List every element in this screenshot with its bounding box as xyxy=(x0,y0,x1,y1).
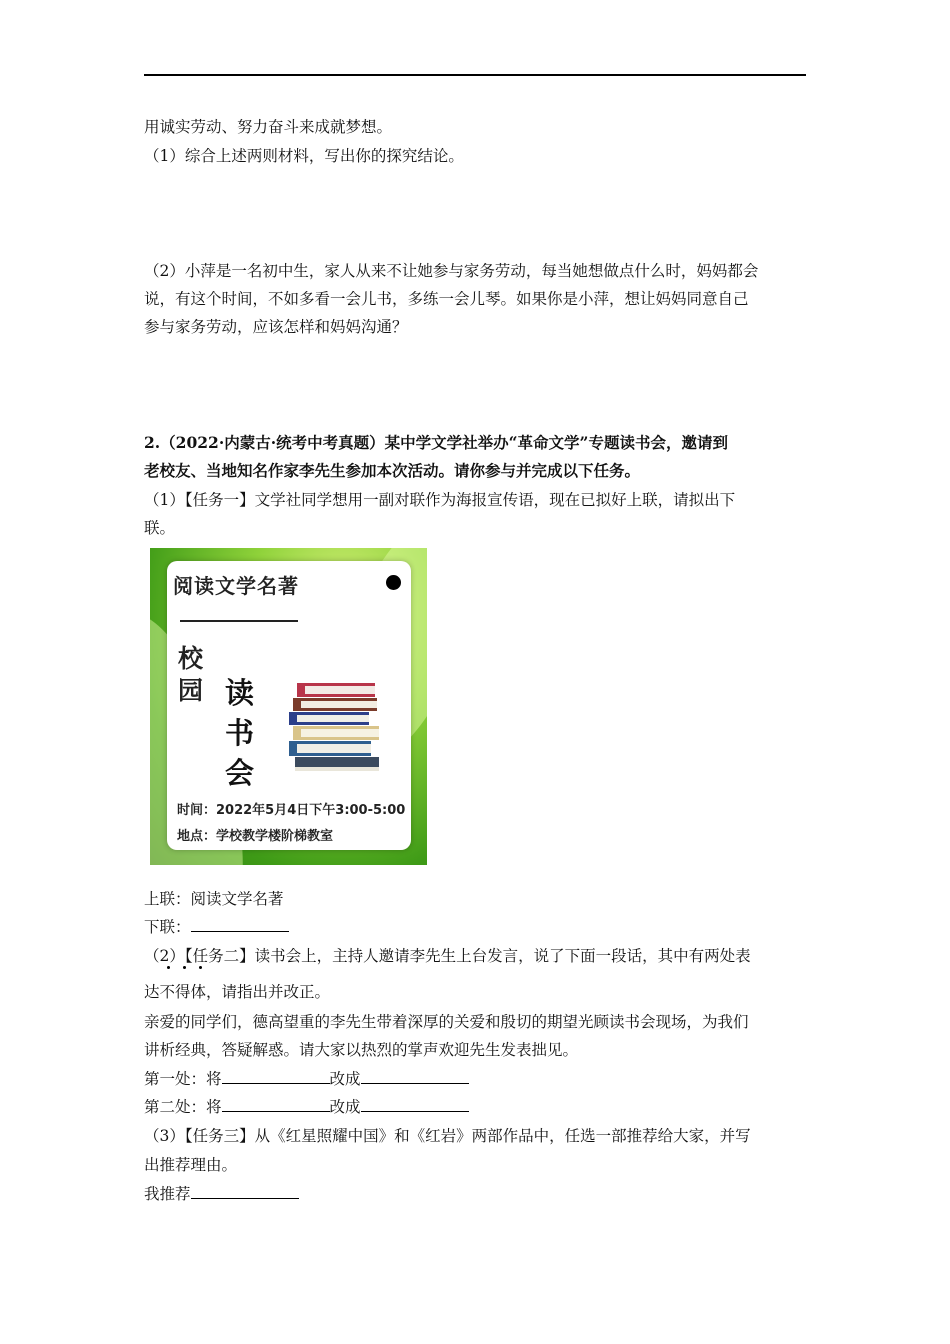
task-3-prompt: （3）【任务三】从《红星照耀中国》和《红岩》两部作品中，任选一部推荐给大家，并写 xyxy=(144,1127,751,1145)
question-heading: 2.（2022·内蒙古·统考中考真题）某中学文学社举办“革命文学”专题读书会，邀请到 xyxy=(144,433,728,452)
change-to-label: 改成 xyxy=(329,1070,361,1088)
correction-row-2 xyxy=(144,1097,806,1117)
lower-couplet-row xyxy=(144,917,806,937)
text-line: 出推荐理由。 xyxy=(144,1156,238,1174)
text-line: 用诚实劳动、努力奋斗来成就梦想。 xyxy=(144,118,393,136)
poster-char: 书 xyxy=(225,716,255,750)
poster-char: 会 xyxy=(225,756,255,790)
text-line: 说，有这个时间，不如多看一会儿书，多练一会儿琴。如果你是小萍，想让妈妈同意自己 xyxy=(144,290,749,308)
emphasis-dots xyxy=(165,966,215,974)
text-line: 参与家务劳动，应该怎样和妈妈沟通？ xyxy=(144,318,408,336)
recommend-row xyxy=(144,1184,806,1204)
answer-blank[interactable] xyxy=(191,1184,299,1199)
question-heading: 老校友、当地知名作家李先生参加本次活动。请你参与并完成以下任务。 xyxy=(144,461,641,480)
passage-line: 讲析经典，答疑解惑。请大家以热烈的掌声欢迎先生发表拙见。 xyxy=(144,1041,579,1059)
header-rule xyxy=(144,74,806,76)
answer-blank[interactable] xyxy=(222,1097,330,1112)
poster-char: 园 xyxy=(178,676,204,705)
task-2-prompt: （2）【任务二】读书会上，主持人邀请李先生上台发言，说了下面一段话，其中有两处表 xyxy=(144,947,751,965)
recommend-label: 我推荐 xyxy=(144,1185,191,1203)
answer-blank[interactable] xyxy=(222,1069,330,1084)
answer-blank[interactable] xyxy=(191,917,289,932)
passage-line: 亲爱的同学们，德高望重的李先生带着深厚的关爱和殷切的期望光顾读书会现场，为我们 xyxy=(144,1013,749,1031)
answer-blank[interactable] xyxy=(361,1097,469,1112)
poster-char: 校 xyxy=(178,644,204,673)
poster-place: 地点：学校教学楼阶梯教室 xyxy=(177,829,334,844)
lower-couplet-label: 下联： xyxy=(144,918,191,936)
text-line: 联。 xyxy=(144,519,176,537)
poster-card xyxy=(167,561,411,850)
correction-row-1 xyxy=(144,1069,806,1089)
poster-title: 阅读文学名著 xyxy=(173,574,299,598)
answer-blank[interactable] xyxy=(361,1069,469,1084)
poster-rule xyxy=(180,620,298,622)
upper-couplet: 上联：阅读文学名著 xyxy=(144,890,284,908)
books-stack-icon xyxy=(287,679,387,774)
poster-char: 读 xyxy=(225,676,255,710)
correction-label: 第二处：将 xyxy=(144,1098,222,1116)
question-2-prompt: （2）小萍是一名初中生，家人从来不让她参与家务劳动，每当她想做点什么时，妈妈都会 xyxy=(144,262,759,280)
text-line: 达不得体，请指出并改正。 xyxy=(144,983,331,1001)
dot-icon xyxy=(386,575,401,590)
task-1-prompt: （1）【任务一】文学社同学想用一副对联作为海报宣传语，现在已拟好上联，请拟出下 xyxy=(144,491,736,509)
correction-label: 第一处：将 xyxy=(144,1070,222,1088)
reading-club-poster xyxy=(150,548,427,865)
question-1-prompt: （1）综合上述两则材料，写出你的探究结论。 xyxy=(144,147,464,165)
change-to-label: 改成 xyxy=(329,1098,361,1116)
poster-time: 时间：2022年5月4日下午3:00-5:00 xyxy=(177,803,406,818)
